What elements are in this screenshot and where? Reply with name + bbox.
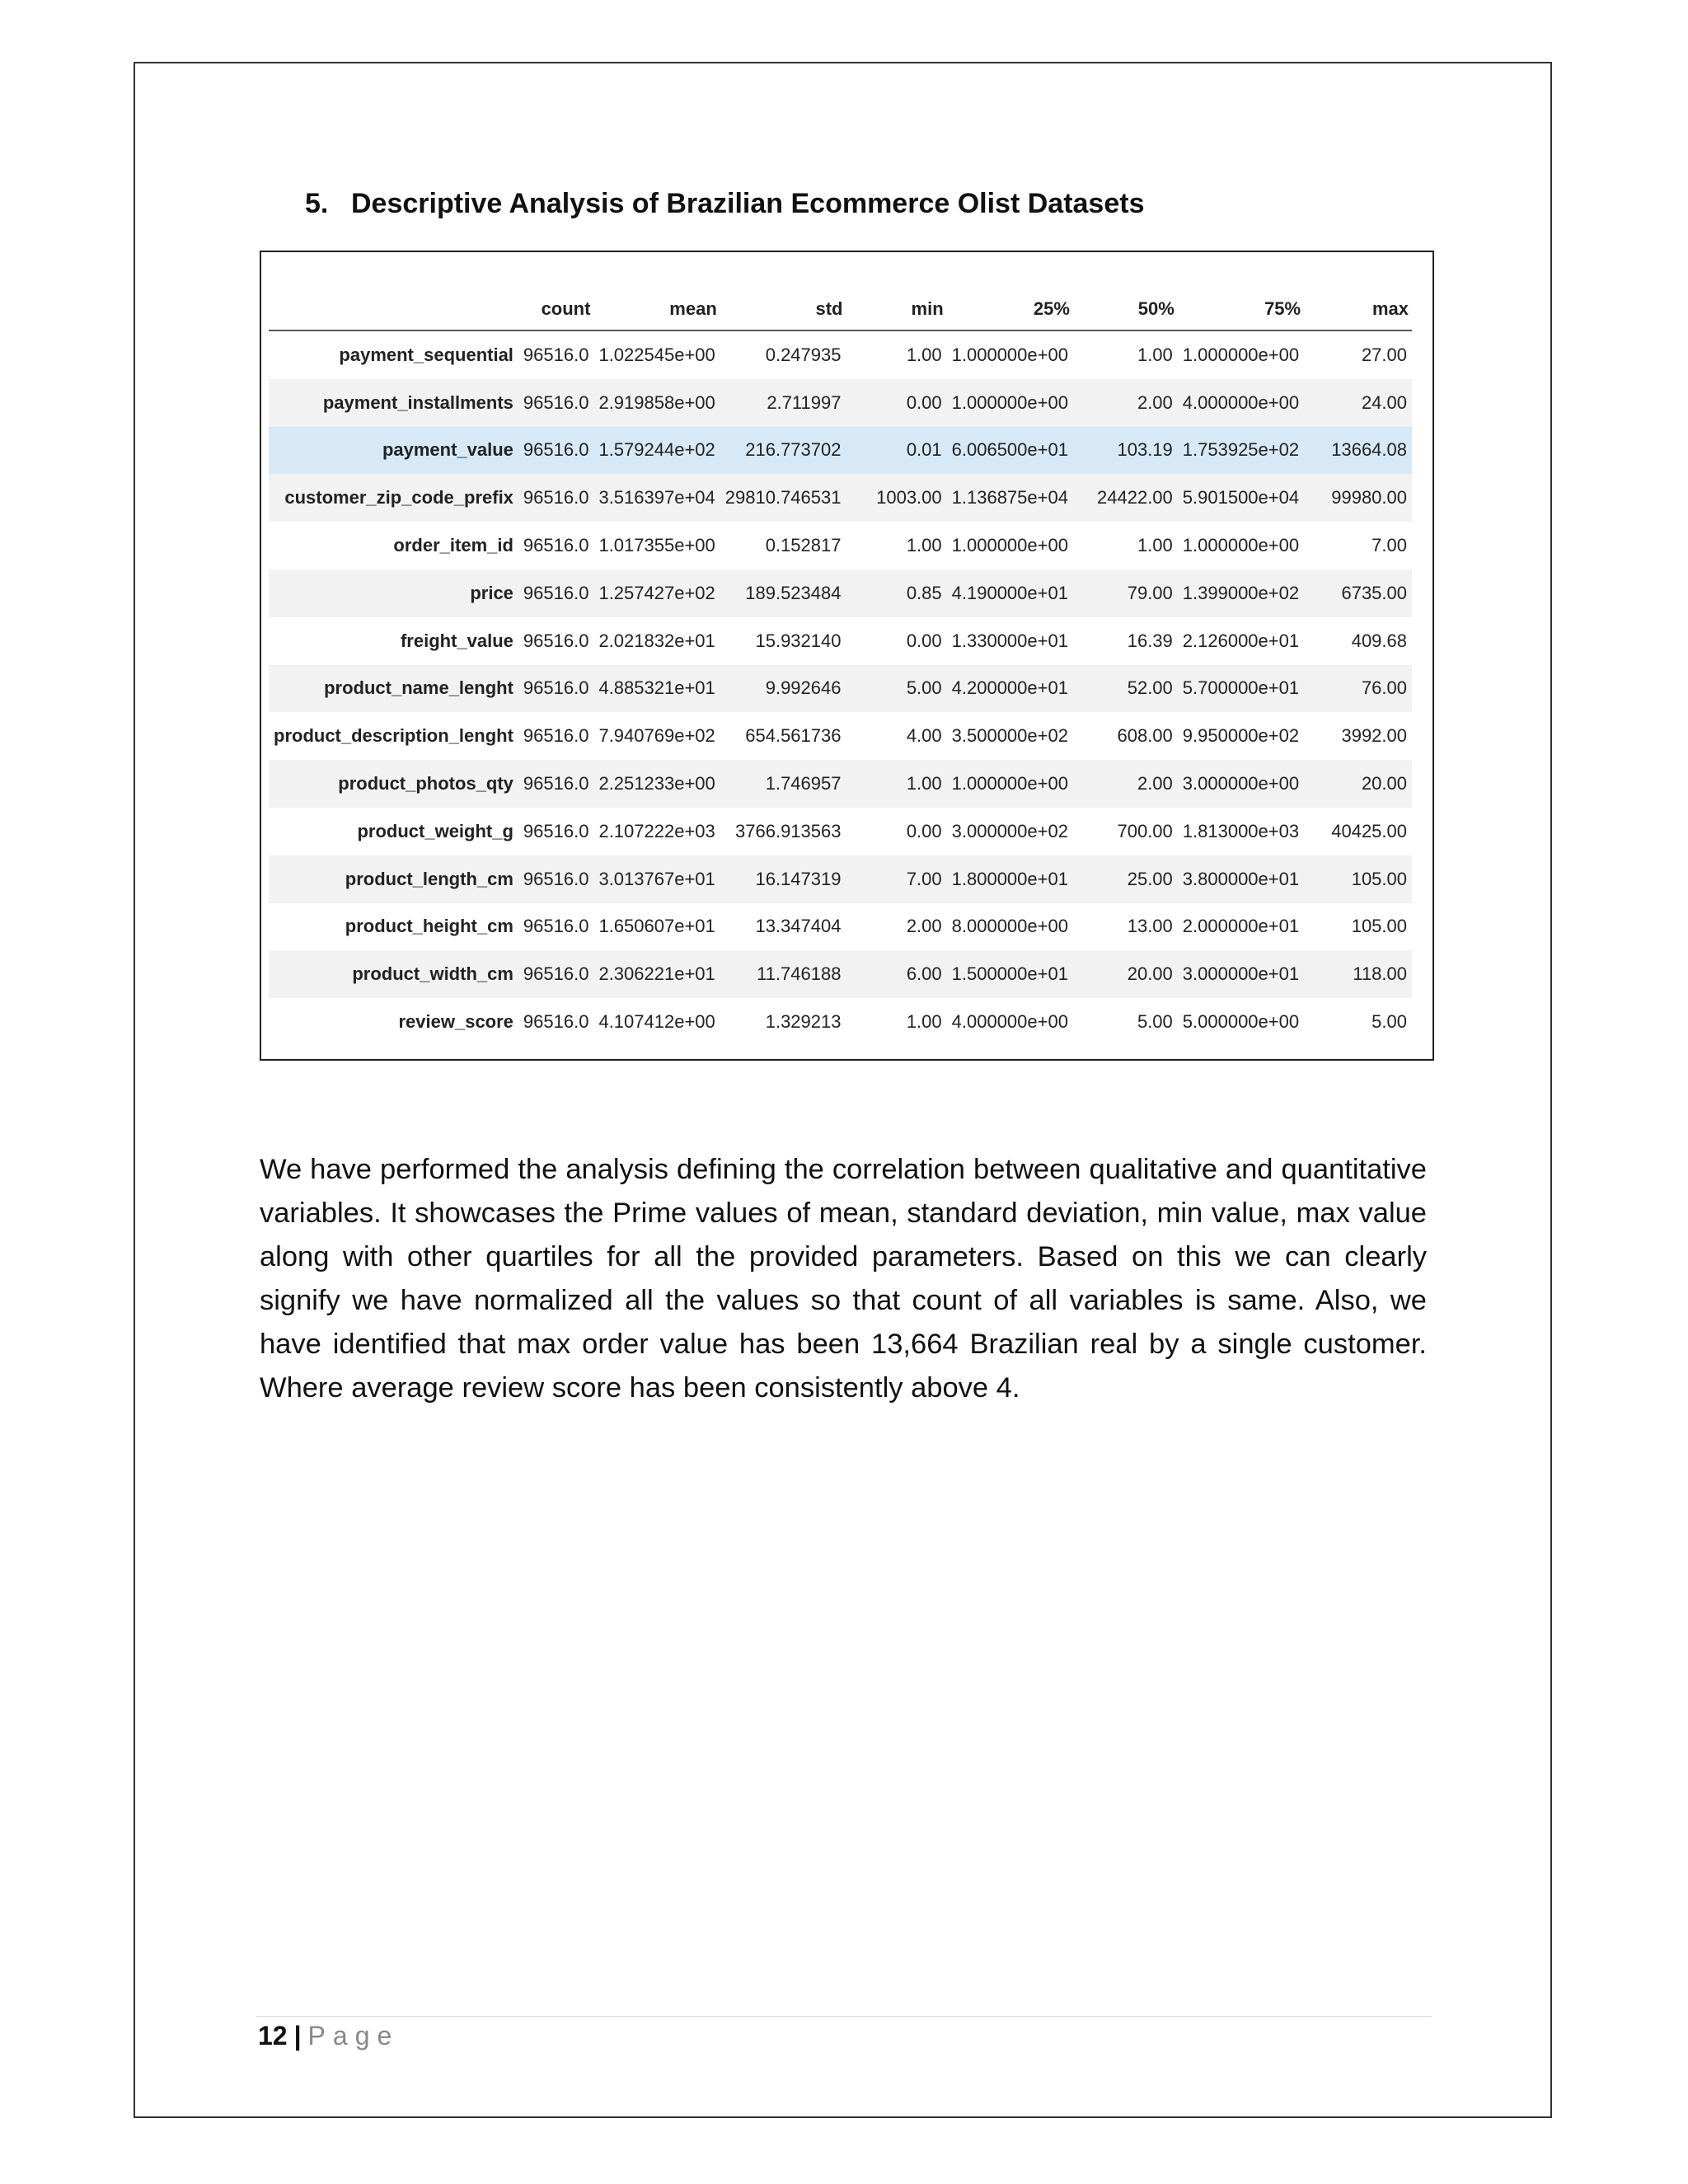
table-cell: 5.700000e+01	[1178, 665, 1304, 713]
table-row	[269, 569, 1412, 617]
table-cell: 7.940769e+02	[598, 725, 715, 747]
section-title: Descriptive Analysis of Brazilian Ecommerce Olist Datasets	[351, 188, 1145, 219]
table-cell: 1.000000e+00	[1182, 535, 1300, 556]
row-label: payment_installments	[269, 379, 518, 427]
table-cell: 3.516397e+04	[593, 474, 720, 522]
page-footer	[258, 2021, 399, 2051]
table-cell: 1.00	[846, 760, 946, 808]
table-row	[269, 903, 1412, 951]
table-cell: 1.000000e+00	[947, 760, 1073, 808]
row-label: customer_zip_code_prefix	[269, 474, 518, 522]
table-cell: 654.561736	[745, 725, 842, 747]
table-cell: 5.00	[846, 665, 946, 713]
table-header-row	[269, 288, 1412, 330]
table-cell: 96516.0	[518, 760, 594, 808]
table-cell: 608.00	[1117, 725, 1173, 747]
row-label: product_name_lenght	[269, 665, 518, 713]
table-cell: 8.000000e+00	[951, 916, 1068, 937]
stats-table-figure	[260, 251, 1434, 1061]
table-cell: 25.00	[1073, 855, 1178, 903]
table-cell: 16.39	[1127, 630, 1173, 651]
table-cell: 76.00	[1304, 665, 1412, 713]
table-cell: 96516.0	[523, 1011, 589, 1033]
table-cell: 40425.00	[1331, 820, 1407, 841]
row-label-header	[269, 288, 518, 330]
table-cell: 105.00	[1304, 855, 1412, 903]
table-cell: 2.00	[906, 916, 942, 937]
table-cell: 4.885321e+01	[593, 665, 720, 713]
table-cell: 1.650607e+01	[598, 916, 715, 937]
table-cell: 96516.0	[518, 665, 594, 713]
row-label: payment_sequential	[339, 344, 513, 365]
table-row	[269, 474, 1412, 522]
footer-divider	[256, 2016, 1432, 2017]
table-cell: 0.247935	[765, 344, 842, 365]
column-header: 75%	[1178, 288, 1304, 330]
table-cell: 105.00	[1351, 916, 1407, 937]
table-cell: 2.107222e+03	[598, 820, 715, 841]
table-cell: 2.306221e+01	[593, 950, 720, 998]
table-cell: 1.000000e+00	[951, 344, 1068, 365]
table-cell: 0.00	[906, 820, 942, 841]
table-cell: 96516.0	[523, 630, 589, 651]
table-cell: 1.330000e+01	[951, 630, 1068, 651]
row-label: product_height_cm	[345, 916, 513, 937]
table-cell: 6.006500e+01	[947, 427, 1073, 475]
table-cell: 15.932140	[755, 630, 842, 651]
table-cell: 16.147319	[720, 855, 846, 903]
table-cell: 1.00	[906, 1011, 942, 1033]
column-header: mean	[593, 288, 720, 330]
table-cell: 189.523484	[720, 569, 846, 617]
table-cell: 20.00	[1304, 760, 1412, 808]
table-cell: 1.000000e+00	[951, 535, 1068, 556]
table-cell: 1.329213	[765, 1011, 842, 1033]
footer-separator: |	[293, 2021, 302, 2050]
column-header: 50%	[1073, 288, 1178, 330]
table-cell: 3.800000e+01	[1178, 855, 1304, 903]
table-cell: 96516.0	[518, 427, 594, 475]
table-cell: 2.126000e+01	[1182, 630, 1300, 651]
table-cell: 0.00	[846, 379, 946, 427]
row-label: product_width_cm	[269, 950, 518, 998]
table-cell: 7.00	[1372, 535, 1407, 556]
table-cell: 4.107412e+00	[598, 1011, 715, 1033]
table-cell: 52.00	[1073, 665, 1178, 713]
table-cell: 2.251233e+00	[593, 760, 720, 808]
table-cell: 409.68	[1351, 630, 1407, 651]
row-label: freight_value	[400, 630, 513, 651]
table-cell: 0.152817	[765, 535, 842, 556]
table-cell: 1.399000e+02	[1178, 569, 1304, 617]
table-cell: 1.746957	[720, 760, 846, 808]
table-cell: 1.000000e+00	[947, 379, 1073, 427]
table-cell: 96516.0	[518, 950, 594, 998]
table-cell: 24422.00	[1073, 474, 1178, 522]
table-cell: 79.00	[1073, 569, 1178, 617]
table-row	[269, 855, 1412, 903]
table-cell: 27.00	[1361, 344, 1407, 365]
table-cell: 13.00	[1127, 916, 1173, 937]
table-row	[269, 617, 1412, 665]
table-cell: 1.800000e+01	[947, 855, 1073, 903]
table-cell: 1.136875e+04	[947, 474, 1073, 522]
table-cell: 13.347404	[755, 916, 842, 937]
row-label: product_photos_qty	[269, 760, 518, 808]
table-cell: 96516.0	[518, 569, 594, 617]
table-cell: 2.919858e+00	[593, 379, 720, 427]
descriptive-stats-table	[269, 288, 1412, 1046]
table-cell: 24.00	[1304, 379, 1412, 427]
table-cell: 4.200000e+01	[947, 665, 1073, 713]
table-cell: 1003.00	[846, 474, 946, 522]
table-cell: 2.711997	[720, 379, 846, 427]
page-number: 12	[258, 2021, 288, 2050]
section-heading	[305, 188, 1144, 220]
table-cell: 1.000000e+00	[1182, 344, 1300, 365]
table-row	[269, 760, 1412, 808]
table-row	[269, 712, 1412, 760]
column-header: std	[720, 288, 846, 330]
table-cell: 4.190000e+01	[947, 569, 1073, 617]
column-header: count	[518, 288, 594, 330]
table-cell: 4.000000e+00	[1178, 379, 1304, 427]
row-label: payment_value	[269, 427, 518, 475]
table-cell: 3.000000e+02	[951, 820, 1068, 841]
column-header: max	[1304, 288, 1412, 330]
table-cell: 6735.00	[1304, 569, 1412, 617]
table-cell: 2.00	[1073, 760, 1178, 808]
row-label: product_description_lenght	[274, 725, 513, 747]
table-cell: 3.013767e+01	[593, 855, 720, 903]
table-cell: 118.00	[1304, 950, 1412, 998]
table-cell: 20.00	[1073, 950, 1178, 998]
table-cell: 3992.00	[1341, 725, 1407, 747]
table-cell: 96516.0	[518, 474, 594, 522]
table-cell: 96516.0	[523, 725, 589, 747]
table-cell: 96516.0	[523, 344, 589, 365]
table-cell: 96516.0	[518, 855, 594, 903]
row-label: order_item_id	[393, 535, 513, 556]
table-row	[269, 379, 1412, 427]
table-cell: 11.746188	[720, 950, 846, 998]
table-cell: 13664.08	[1304, 427, 1412, 475]
table-cell: 5.00	[1372, 1011, 1407, 1033]
table-cell: 4.00	[906, 725, 942, 747]
table-cell: 3.500000e+02	[951, 725, 1068, 747]
table-cell: 1.579244e+02	[593, 427, 720, 475]
table-cell: 2.00	[1073, 379, 1178, 427]
table-cell: 103.19	[1073, 427, 1178, 475]
table-row	[269, 522, 1412, 569]
table-cell: 1.00	[1137, 344, 1173, 365]
table-cell: 1.753925e+02	[1178, 427, 1304, 475]
table-cell: 3.000000e+00	[1178, 760, 1304, 808]
table-row	[269, 998, 1412, 1046]
table-cell: 5.00	[1137, 1011, 1173, 1033]
row-label: review_score	[398, 1011, 513, 1033]
table-cell: 6.00	[846, 950, 946, 998]
table-cell: 4.000000e+00	[951, 1011, 1068, 1033]
table-cell: 2.000000e+01	[1182, 916, 1300, 937]
table-cell: 1.017355e+00	[598, 535, 715, 556]
body-paragraph: We have performed the analysis defining the correlation between qualitative and quantitative variables. It showcases the Prime values of mean, standard deviation, min value, max value along with other quartiles for all the provided parameters. Based on this we can clearly signify we have normalized all the values so that count of all variables is same. Also, we have identified that max order value has been 13,664 Brazilian real by a single customer. Where average review score has been consistently above 4.	[260, 1154, 1427, 1404]
table-cell: 3.000000e+01	[1178, 950, 1304, 998]
table-cell: 96516.0	[523, 820, 589, 841]
table-cell: 1.022545e+00	[598, 344, 715, 365]
table-cell: 7.00	[846, 855, 946, 903]
table-cell: 0.01	[846, 427, 946, 475]
column-header: min	[846, 288, 946, 330]
row-label: price	[269, 569, 518, 617]
table-cell: 0.85	[846, 569, 946, 617]
table-cell: 96516.0	[523, 916, 589, 937]
table-cell: 1.257427e+02	[593, 569, 720, 617]
table-cell: 9.992646	[720, 665, 846, 713]
row-label: product_length_cm	[269, 855, 518, 903]
table-cell: 216.773702	[720, 427, 846, 475]
table-row	[269, 330, 1412, 379]
table-cell: 1.00	[906, 344, 942, 365]
table-row	[269, 427, 1412, 475]
table-cell: 5.901500e+04	[1178, 474, 1304, 522]
table-cell: 29810.746531	[720, 474, 846, 522]
column-header: 25%	[947, 288, 1073, 330]
table-row	[269, 950, 1412, 998]
section-number: 5.	[305, 188, 329, 219]
table-cell: 96516.0	[523, 535, 589, 556]
table-cell: 9.950000e+02	[1182, 725, 1300, 747]
table-row	[269, 665, 1412, 713]
table-cell: 2.021832e+01	[598, 630, 715, 651]
table-row	[269, 808, 1412, 855]
table-cell: 96516.0	[518, 379, 594, 427]
table-cell: 1.500000e+01	[947, 950, 1073, 998]
table-cell: 3766.913563	[735, 820, 842, 841]
table-cell: 0.00	[906, 630, 942, 651]
page-label: Page	[307, 2021, 400, 2050]
row-label: product_weight_g	[357, 820, 513, 841]
table-cell: 1.00	[906, 535, 942, 556]
table-cell: 1.00	[1137, 535, 1173, 556]
table-cell: 700.00	[1117, 820, 1173, 841]
table-cell: 5.000000e+00	[1182, 1011, 1300, 1033]
table-cell: 1.813000e+03	[1182, 820, 1300, 841]
table-cell: 99980.00	[1304, 474, 1412, 522]
